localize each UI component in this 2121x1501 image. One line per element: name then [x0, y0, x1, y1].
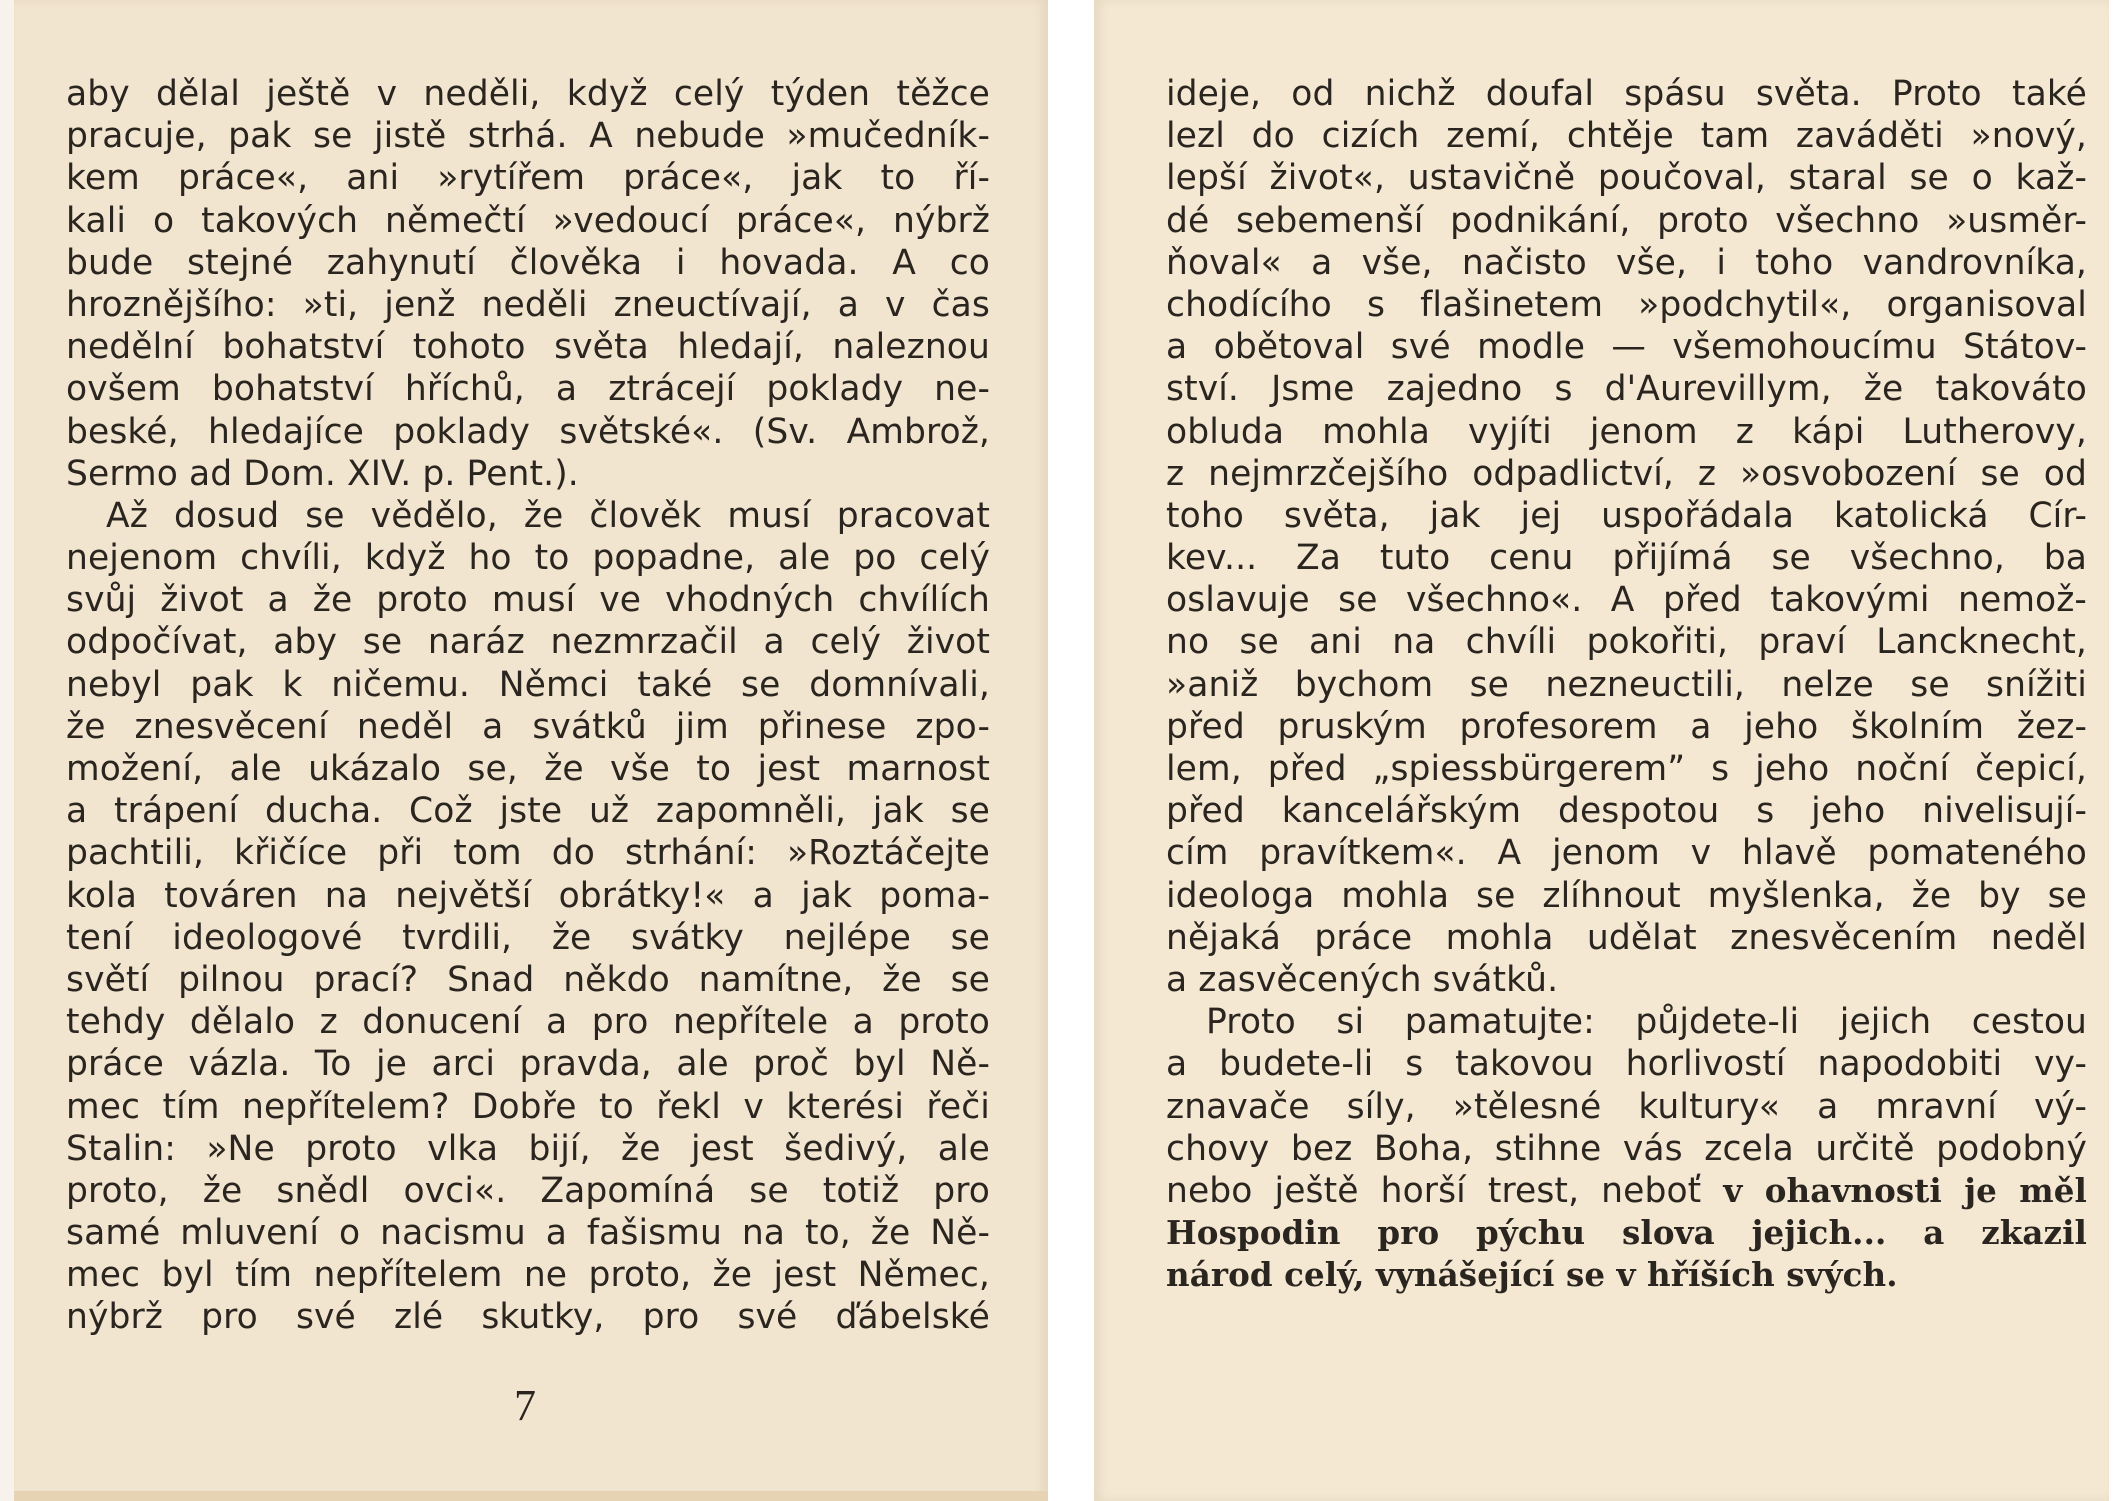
text-line: a trápení ducha. Což jste už zapomněli, jak se — [66, 791, 990, 832]
text-line: odpočívat, aby se naráz nezmrzačil a celý život — [66, 622, 990, 663]
text-line: možení, ale ukázalo se, že vše to jest marnost — [66, 749, 990, 789]
text-line: bude stejné zahynutí člověka i hovada. A co — [66, 242, 990, 283]
text-line: pachtili, křičíce při tom do strhání: »Roztáčejte — [66, 833, 990, 874]
text-line: proto, že snědl ovci«. Zapomíná se totiž pro — [66, 1170, 990, 1211]
book-gutter — [1048, 0, 1094, 1501]
text-line: Proto si pamatujte: půjdete-li jejich cestou — [1206, 1002, 2087, 1043]
text-segment-bold: v ohavnosti je měl — [1723, 1170, 2087, 1210]
scan-left-margin — [0, 0, 14, 1501]
text-line: práce vázla. To je arci pravda, ale proč byl Ně- — [66, 1044, 990, 1085]
text-line: a budete-li s takovou horlivostí napodobiti vy- — [1166, 1044, 2087, 1085]
text-line: samé mluvení o nacismu a fašismu na to, že Ně- — [66, 1213, 990, 1254]
text-segment-regular: nebo ještě horší trest, neboť — [1166, 1170, 1702, 1211]
text-line: lem, před „spiessbürgerem” s jeho noční čepicí, — [1166, 749, 2087, 789]
left-page — [14, 0, 1048, 1501]
text-line: no se ani na chvíli pokořiti, praví Lancknecht, — [1166, 622, 2087, 663]
text-line: cím pravítkem«. A jenom v hlavě pomateného — [1166, 833, 2087, 874]
right-page — [1094, 0, 2109, 1501]
text-line: a obětoval své modle — všemohoucímu Státov- — [1166, 327, 2087, 368]
text-line: nebyl pak k ničemu. Němci také se domnívali, — [66, 664, 990, 705]
text-line: dé sebemenší podnikání, proto všechno »usměr- — [1166, 200, 2087, 241]
text-line: kola továren na největší obrátky!« a jak poma- — [66, 875, 990, 916]
text-line: a zasvěcených svátků. — [1166, 959, 1559, 1000]
text-line: ideologa mohla se zlíhnout myšlenka, že by se — [1166, 875, 2087, 916]
text-line-bold: Hospodin pro pýchu slova jejich... a zkazil — [1166, 1213, 2087, 1253]
text-line: beské, hledajíce poklady světské«. (Sv. Ambrož, — [66, 411, 990, 452]
text-line: znavače síly, »tělesné kultury« a mravní vý- — [1166, 1086, 2087, 1127]
text-line: mec tím nepřítelem? Dobře to řekl v kterési řeči — [66, 1086, 990, 1127]
text-line: před kancelářským despotou s jeho nivelisují- — [1166, 791, 2087, 832]
text-line: oslavuje se všechno«. A před takovými nemož- — [1166, 580, 2087, 621]
text-line: svůj život a že proto musí ve vhodných chvílích — [66, 580, 990, 621]
text-line: nejenom chvíli, když ho to popadne, ale po celý — [66, 538, 990, 579]
text-line: aby dělal ještě v neděli, když celý týden těžce — [66, 74, 990, 114]
page-number: 7 — [514, 1381, 536, 1430]
text-line: ideje, od nichž doufal spásu světa. Proto také — [1166, 74, 2087, 114]
text-line: před pruským profesorem a jeho školním žez- — [1166, 706, 2087, 747]
text-line: nedělní bohatství tohoto světa hledají, naleznou — [66, 327, 990, 368]
text-line: že znesvěcení neděl a svátků jim přinese zpo- — [66, 706, 990, 747]
text-line: z nejmrzčejšího odpadlictví, z »osvobození se od — [1166, 453, 2087, 494]
text-line: tení ideologové tvrdili, že svátky nejlépe se — [66, 917, 990, 958]
text-line: Sermo ad Dom. XIV. p. Pent.). — [66, 453, 579, 494]
text-line: ství. Jsme zajedno s d'Aurevillym, že takováto — [1166, 369, 2087, 410]
text-line: pracuje, pak se jistě strhá. A nebude »mučedník- — [66, 116, 990, 157]
text-line: »aniž bychom se nezneuctili, nelze se snížiti — [1166, 664, 2087, 705]
text-line: lepší život«, ustavičně poučoval, staral se o kaž- — [1166, 158, 2087, 199]
text-line: nějaká práce mohla udělat znesvěcením neděl — [1166, 917, 2087, 958]
text-line: chovy bez Boha, stihne vás zcela určitě podobný — [1166, 1128, 2087, 1169]
text-line-mixed — [1166, 1170, 2087, 1212]
text-line: kali o takových němečtí »vedoucí práce«, nýbrž — [66, 200, 990, 241]
text-line: Stalin: »Ne proto vlka bijí, že jest šedivý, ale — [66, 1128, 990, 1169]
text-line: hroznějšího: »ti, jenž neděli zneuctívají, a v čas — [66, 284, 990, 325]
left-page-bottom-edge — [14, 1491, 1048, 1501]
text-line: tehdy dělalo z donucení a pro nepřítele a proto — [66, 1002, 990, 1043]
text-line: obluda mohla vyjíti jenom z kápi Lutherovy, — [1166, 411, 2087, 452]
text-line: ovšem bohatství hříchů, a ztrácejí poklady ne- — [66, 369, 990, 410]
text-line: nýbrž pro své zlé skutky, pro své ďábelské — [66, 1297, 990, 1338]
text-line: ňoval« a vše, načisto vše, i toho vandrovníka, — [1166, 242, 2087, 283]
text-line: mec byl tím nepřítelem ne proto, že jest Němec, — [66, 1255, 990, 1296]
text-line: chodícího s flašinetem »podchytil«, organisoval — [1166, 284, 2087, 325]
text-line: lezl do cizích zemí, chtěje tam zaváděti »nový, — [1166, 116, 2087, 157]
text-line: Až dosud se vědělo, že člověk musí pracovat — [106, 495, 990, 536]
text-line: kem práce«, ani »rytířem práce«, jak to ří- — [66, 158, 990, 199]
text-line-bold: národ celý, vynášející se v hříších svých. — [1166, 1255, 1898, 1295]
text-line: světí pilnou prací? Snad někdo namítne, že se — [66, 959, 990, 1000]
text-line: toho světa, jak jej uspořádala katolická Cír- — [1166, 495, 2087, 536]
text-line: kev... Za tuto cenu přijímá se všechno, ba — [1166, 538, 2087, 579]
